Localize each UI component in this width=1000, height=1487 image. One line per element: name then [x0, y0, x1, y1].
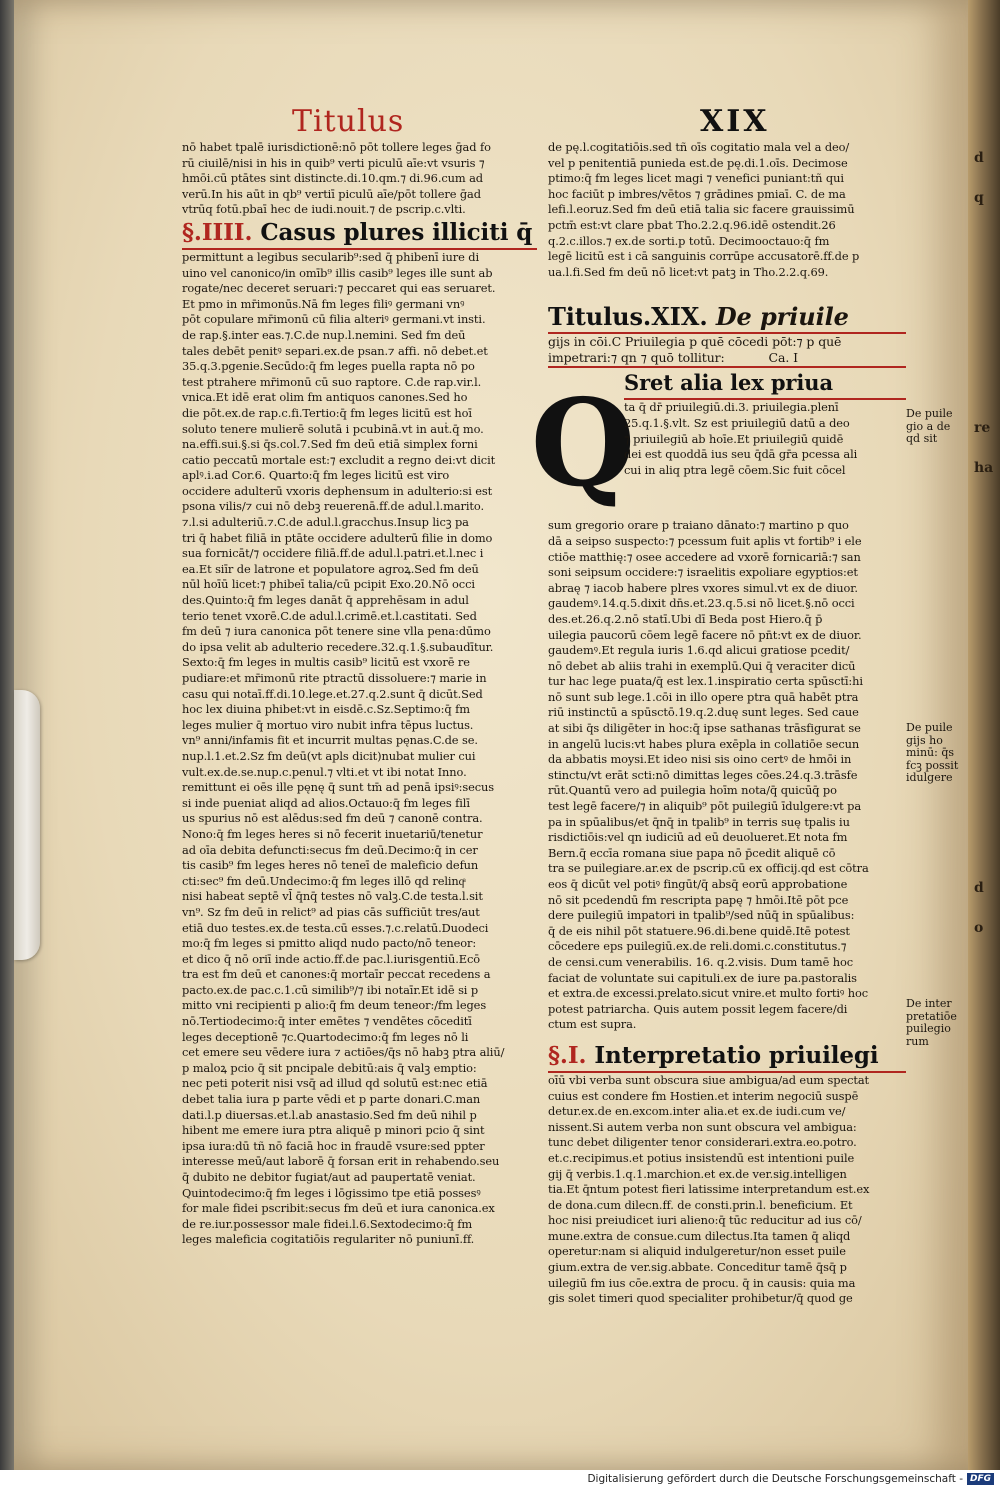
title-heading: [548, 302, 906, 334]
edge-fragment: re: [974, 420, 991, 436]
text-line: tri q̄ habet filiā in ptāte occidere adulterū filie in domo: [182, 530, 493, 545]
text-line: dei est quoddā ius seu q̄dā gr̄a pcessa ali: [624, 447, 858, 462]
opening-heading: Sret alia lex priua: [624, 368, 906, 400]
text-line: psona vilis/⁊ cui nō debꝫ reuerenā.ff.de adul.l.marito.: [182, 499, 484, 514]
text-line: cōcedere eps puilegiū.ex.de reli.domi.c.constitutus.⁊: [548, 939, 847, 954]
footer-credit: Digitalisierung gefördert durch die Deutsche Forschungsgemeinschaft -: [587, 1472, 963, 1485]
section-rubric-1: [548, 1041, 906, 1073]
text-line: dere puilegiū impatori in tpalib⁹/sed nūq̄ in spūalibus:: [548, 908, 855, 923]
opening-lines: [624, 400, 906, 478]
left-column: [182, 140, 537, 1248]
text-line: gium.extra de ver.sig.abbate. Conceditur tamē q̄sq̄ p: [548, 1260, 847, 1275]
text-line: uilegiū fm ius cōe.extra de procu. q̄ in causis: quia ma: [548, 1275, 856, 1290]
running-head-left: [292, 104, 404, 139]
text-line: nō sunt sub lege.1.cōi in illo opere ptra quā habēt ptra: [548, 689, 859, 704]
text-line: nup.l.1.et.2.Sz fm deū(vt apls dicit)nubat mulier cui: [182, 748, 476, 763]
text-line: tales debēt penitꝰ separi.ex.de psan.⁊ affi. nō debet.et: [182, 343, 488, 358]
text-line: ptimo:q̄ fm leges licet magi ⁊ venefici puniant:tñ qui: [548, 171, 844, 186]
adjacent-page-edge: [968, 0, 1000, 1470]
text-line: sua fornicāt/⁊ occidere filiā.ff.de adul.l.patri.et.l.nec i: [182, 546, 484, 561]
rubric-mark: §.IIII.: [182, 218, 253, 246]
text-line: cet emere seu vēdere iura ⁊ actiōes/q̄s nō habꝫ ptra aliū/: [182, 1045, 505, 1060]
text-line: de pę.l.cogitatiōis.sed tñ oīs cogitatio mala vel a deo/: [548, 140, 850, 154]
text-line: risdictiōis:vel qn iudiciū ad eū deuolueret.Et nota fm: [548, 830, 848, 845]
text-line: vtrūq fotū.pbaī hec de iudi.nouit.⁊ de pscrip.c.vlti.: [182, 202, 466, 217]
section-rubric-4: [182, 218, 537, 250]
running-head-right-text: XIX: [700, 104, 770, 139]
title-number: Titulus.XIX.: [548, 302, 708, 332]
text-line: catio peccatū mortale est:⁊ excludit a regno dei:vt dicit: [182, 452, 496, 467]
text-line: si inde pueniat aliqd ad alios.Octauo:q̄ fm leges filī: [182, 795, 470, 810]
rubric2-mark: §.I.: [548, 1041, 587, 1069]
title-summary-line-1: gijs in cōi.C Priuilegia p quē cōcedi pōt:⁊ p quē: [548, 334, 842, 350]
text-line: at sibi q̄s diligēter in hoc:q̄ ipse sathanas trāsfigurat se: [548, 721, 861, 736]
text-line: tra est fm deū et canones:q̄ mortaīr peccat recedens a: [182, 967, 491, 982]
text-line: aplꝰ.i.ad Cor.6. Quarto:q̄ fm leges licitū est viro: [182, 468, 450, 483]
text-line: oīū vbi verba sunt obscura siue ambigua/ad eum spectat: [548, 1072, 870, 1087]
text-line: des.et.26.q.2.nō statī.Ubi dī Beda post Hiero.q̄ p̄: [548, 611, 823, 626]
text-line: Et pmo in mr̄imonūs.Nā fm leges filiꝰ germani vnꝰ: [182, 296, 465, 311]
text-line: pudiare:et mr̄imonū rite ptractū dissoluere:⁊ marie in: [182, 671, 487, 685]
text-line: et extra.de excessi.prelato.sicut vnire.et multo fortiꝰ hoc: [548, 986, 868, 1001]
text-line: pacto.ex.de pac.c.1.cū similib⁹/⁊ ibi notaīr.Et idē si p: [182, 982, 479, 997]
text-line: de dona.cum dilecn.ff. de consti.prin.l. beneficium. Et: [548, 1197, 853, 1212]
text-line: p maloꝝ pcio q̄ sit pncipale debitū:ais q̄ valꝫ emptio:: [182, 1060, 477, 1075]
title-subject: De priuile: [715, 302, 849, 332]
text-line: vn⁹. Sz fm deū in relict⁹ ad pias cās sufficiūt tres/aut: [182, 904, 480, 919]
text-line: etiā duo testes.ex.de testa.cū esses.⁊.c.relatū.Duodeci: [182, 920, 489, 935]
text-line: permittunt a legibus secularib⁹:sed q̄ phibenī iure di: [182, 249, 480, 264]
text-line: leges deceptionē ⁊c.Quartodecimo:q̄ fm leges nō li: [182, 1029, 469, 1044]
text-line: nō.Tertiodecimo:q̄ inter emētes ⁊ vendētes cōceditī: [182, 1014, 472, 1029]
text-line: ctiōe matthię:⁊ osee accedere ad vxorē fornicariā:⁊ san: [548, 549, 861, 564]
title-summary-text: impetrari:⁊ qn ⁊ quō tollitur:: [548, 350, 725, 366]
text-line: nec peti poterit nisi vsq̄ ad illud qd solutū est:nec etiā: [182, 1076, 488, 1091]
title-summary-line-2: [548, 350, 906, 368]
text-line: q.2.c.illos.⁊ ex.de sorti.p totū. Decimooctauo:q̄ fm: [548, 233, 830, 248]
text-line: remittunt ei oēs ille pęnę q̄ sunt tm̄ ad penā ipsiꝰ:secus: [182, 780, 495, 795]
text-line: stinctu/vt erāt scti:nō dimittas leges cōes.24.q.3.trāsfe: [548, 767, 858, 782]
text-line: uilegia paucorū cōem legē facere nō pn̄t:vt ex de diuor.: [548, 627, 862, 642]
edge-fragment: d: [974, 150, 984, 166]
text-line: fm deū ⁊ iura canonica pōt tenere sine vlla pena:dūmo: [182, 624, 491, 639]
text-line: tis casib⁹ fm leges heres nō teneī de maleficio defun: [182, 858, 479, 873]
text-line: mo:q̄ fm leges si pmitto aliqd nudo pacto/nō teneor:: [182, 936, 477, 951]
text-line: ta q̄ dr̄ priuilegiū.di.3. priuilegia.plenī: [624, 400, 839, 415]
text-line: ad oīa debita defuncti:secus fm deū.Decimo:q̄ in cer: [182, 842, 478, 857]
rubric2-text: Interpretatio priuilegi: [594, 1041, 879, 1069]
text-line: tur hac lege puata/q̄ est lex.1.inspiratio certa spūsctī:hi: [548, 674, 863, 689]
text-line: pa in spūalibus/et q̄nq̄ in tpalib⁹ in terris suę tpalis iu: [548, 814, 850, 829]
text-line: q̄ de eis nihil pōt statuere.96.di.bene quidē.Itē potest: [548, 923, 850, 938]
text-line: pctm̄ est:vt clare pbat Tho.2.2.q.96.idē ostendit.26: [548, 217, 836, 232]
text-line: gij q̄ verbis.1.q.1.marchion.et ex.de ver.sig.intelligen: [548, 1166, 847, 1181]
text-line: cti:sec⁹ fm deū.Undecimo:q̄ fm leges illō qd relinqͣ: [182, 873, 465, 888]
text-line: hmōi.cū ptātes sint distincte.di.10.qm.⁊ di.96.cum ad: [182, 171, 483, 186]
text-line: gaudemꝰ.14.q.5.dixit dn̄s.et.23.q.5.si nō licet.§.nō occi: [548, 596, 855, 611]
edge-fragment: o: [974, 920, 984, 936]
text-line: Nono:q̄ fm leges heres si nō fecerit inuetariū/tenetur: [182, 826, 483, 841]
text-line: gis solet timeri quod specialiter prohibetur/q̄ quod ge: [548, 1291, 853, 1306]
text-line: de censi.cum venerabilis. 16. q.2.visis. Dum tamē hoc: [548, 954, 854, 969]
text-line: nūl hoīū licet:⁊ phibeī talia/cū pcipit Exo.20.Nō occi: [182, 577, 475, 592]
text-line: hoc nisi preiudicet iuri alieno:q̄ tūc reducitur ad ius cō/: [548, 1213, 862, 1228]
text-line: faciat de voluntate sui capituli.ex de iure pa.pastoralis: [548, 970, 857, 985]
text-line: de re.iur.possessor male fidei.l.6.Sextodecimo:q̄ fm: [182, 1216, 473, 1231]
text-line: vult.ex.de.se.nup.c.penul.⁊ vlti.et vt ibi notat Inno.: [182, 764, 467, 779]
right-intro-block: [548, 140, 906, 280]
text-line: riū instinctū a spūsctō.19.q.2.duę sunt leges. Sed caue: [548, 705, 859, 720]
text-line: nō sit pcedendū fm rescripta papę ⁊ hmōi.Itē pōt pce: [548, 892, 849, 907]
text-line: Bern.q̄ eccīa romana siue papa nō p̄cedit aliquē cō: [548, 845, 836, 860]
right-body-block: [548, 518, 906, 1033]
text-line: des.Quinto:q̄ fm leges danāt q̄ apprehēsam in adul: [182, 593, 469, 608]
text-line: die pōt.ex.de rap.c.fi.Tertio:q̄ fm leges licitū est hoī: [182, 405, 472, 420]
text-line: cuius est condere fm Hostien.et interim negociū suspē: [548, 1088, 859, 1103]
rubric-text: Casus plures illiciti q̄: [260, 218, 533, 246]
left-intro-block: [182, 140, 537, 218]
margin-note-1: De puile gio a de qd sit: [906, 407, 953, 445]
text-line: in angelū lucis:vt habes plura exēpla in collatiōe secun: [548, 736, 860, 751]
text-line: verū.In his aūt in qb⁹ vertiī piculū aīe/pōt tollere ḡad: [182, 186, 481, 201]
text-line: da abbatis moysi.Et ideo nisi sis oino certꝰ de hmōi in: [548, 752, 852, 767]
text-line: do ipsa velit ab adulterio recedere.32.q.1.§.subaudītur.: [182, 639, 494, 654]
text-line: et.c.recipimus.et potius insistendū est intentioni puile: [548, 1150, 855, 1165]
right-body2-block: [548, 1073, 906, 1307]
edge-fragment: ha: [974, 460, 994, 476]
text-line: interesse meū/aut laborē q̄ forsan erit in rehabendo.seu: [182, 1154, 500, 1169]
text-line: occidere adulterū vxoris dephensum in adulterio:si est: [182, 483, 493, 498]
text-line: tunc debet diligenter tenor considerari.extra.eo.potro.: [548, 1135, 857, 1150]
text-line: casu qui notaī.ff.di.10.lege.et.27.q.2.sunt q̄ dicūt.Sed: [182, 686, 483, 701]
text-line: terio tenet vxorē.C.de adul.l.crimē.et.l.castitati. Sed: [182, 608, 477, 623]
text-line: na.effi.sui.§.si q̄s.col.7.Sed fm deū etiā simplex forni: [182, 437, 478, 452]
text-line: vnica.Et idē erat olim fm antiquos canones.Sed ho: [182, 390, 468, 405]
margin-note-3: De inter pretatiōe puilegio rum: [906, 997, 957, 1048]
text-line: hibent me emere iura ptra aliquē p minori pcio q̄ sint: [182, 1123, 485, 1138]
text-line: mune.extra de consue.cum dilectus.Ita tamen q̄ aliqd: [548, 1228, 851, 1243]
text-line: legē licitū est i cā sanguinis corrūpe accusatorē.ff.de p: [548, 249, 860, 264]
text-line: ⁊ priuilegiū ab hoīe.Et priuilegiū quidē: [624, 431, 844, 446]
text-line: for male fidei pscribit:secus fm deū et iura canonica.ex: [182, 1201, 495, 1216]
text-line: mitto vni recipienti p alio:q̄ fm deum teneor:/fm leges: [182, 998, 487, 1013]
text-line: ctum est supra.: [548, 1017, 637, 1032]
text-line: vn⁹ anni/infamis fit et incurrit multas pęnas.C.de se.: [182, 733, 478, 748]
running-head-right: [700, 104, 770, 139]
text-line: leges mulier q̄ mortuo viro nubit infra tēpus luctus.: [182, 717, 474, 732]
text-line: 25.q.1.§.vlt. Sz est priuilegiū datū a deo: [624, 415, 850, 430]
text-line: nissent.Si autem verba non sunt obscura vel ambigua:: [548, 1119, 857, 1134]
edge-fragment: q: [974, 190, 984, 206]
margin-note-2: De puile gijs ho minū: q̄s fcꝫ possit idulgere: [906, 721, 959, 784]
text-line: de rap.§.inter eas.⁊.C.de nup.l.nemini. Sed fm deū: [182, 327, 466, 342]
left-body-block: [182, 250, 537, 1248]
text-line: lefi.l.eoruz.Sed fm deū etiā talia sic facere grauissimū: [548, 202, 855, 217]
page-clip: [14, 690, 40, 960]
text-line: us spurius nō est alēdus:sed fm deū ⁊ canonē contra.: [182, 811, 483, 826]
text-line: rūt.Quantū vero ad puilegia hoīm nota/q̄ quicūq̄ po: [548, 783, 837, 798]
text-line: dati.l.p diuersas.et.l.ab anastasio.Sed fm deū nihil p: [182, 1107, 477, 1122]
text-line: rogate/nec deceret seruari:⁊ peccaret qui eas seruaret.: [182, 281, 496, 296]
text-line: tra se puilegiare.ar.ex de pscrip.cū ex officij.qd est cōtra: [548, 861, 869, 876]
digitization-footer: [0, 1470, 1000, 1487]
running-head-left-text: Titulus: [292, 104, 405, 139]
decorated-initial: Q: [530, 372, 636, 514]
text-line: ea.Et siīr de latrone et populatore agroꝝ.Sed fm deū: [182, 561, 479, 576]
text-line: nō debet ab aliis trahi in exemplū.Qui q̄ veraciter dicū: [548, 658, 856, 673]
text-line: dā a seipso suspecto:⁊ pcessum fuit aplis vt fortib⁹ i ele: [548, 533, 862, 548]
text-line: eos q̄ dicūt vel potiꝰ fingūt/q̄ absq̄ eorū approbatione: [548, 877, 848, 891]
text-line: ⁊.l.si adulteriū.⁊.C.de adul.l.gracchus.Insup licꝫ pa: [182, 515, 469, 530]
text-line: debet talia iura p parte vēdi et p parte donari.C.man: [182, 1092, 481, 1107]
text-line: hoc faciūt p imbres/vētos ⁊ grādines pmiaī. C. de ma: [548, 186, 846, 201]
text-line: gaudemꝰ.Et regula iuris 1.6.qd alicui gratiose pcedit/: [548, 643, 850, 658]
text-line: vel p penitentiā punieda est.de pę.di.1.oīs. Decimose: [548, 155, 848, 170]
edge-fragment: d: [974, 880, 984, 896]
text-line: sum gregorio orare p traiano dānato:⁊ martino p quo: [548, 518, 849, 533]
text-line: leges maleficia cogitatiōis regulariter nō puniunī.ff.: [182, 1232, 475, 1247]
text-line: q̄ dubito ne debitor fugiat/aut ad paupertatē veniat.: [182, 1170, 476, 1184]
opening-paragraph: [530, 368, 906, 518]
text-line: tia.Et q̄ntum potest fieri latissime interpretandum est.ex: [548, 1182, 870, 1197]
text-line: Sexto:q̄ fm leges in multis casib⁹ licitū est vxorē re: [182, 655, 470, 670]
text-line: rū ciuilē/nisi in his in quib⁹ verti piculū aīe:vt vsuris ⁊: [182, 155, 485, 170]
scan-left-edge: [0, 0, 14, 1487]
text-line: nisi habeat septē vl̄ q̄nq̄ testes nō valꝫ.C.de testa.l.sit: [182, 889, 483, 904]
right-column: [530, 140, 906, 1307]
text-line: nō habet tpalē iurisdictionē:nō pōt tollere leges ḡad fo: [182, 140, 491, 154]
text-line: ua.l.fi.Sed fm deū nō licet:vt patꝫ in Tho.2.2.q.69.: [548, 264, 829, 279]
text-line: et dico q̄ nō oriī inde actio.ff.de pac.l.iurisgentiū.Ecō: [182, 951, 481, 966]
text-line: operetur:nam si aliquid indulgeretur/non esset puile: [548, 1244, 846, 1259]
chapter-label: Ca. I: [768, 350, 798, 366]
text-line: abraę ⁊ iacob habere plres vxores simul.vt ex de diuor.: [548, 580, 858, 595]
text-line: cui in aliq ptra legē cōem.Sic fuit cōcel: [624, 462, 846, 477]
text-line: Quintodecimo:q̄ fm leges i lōgissimo tpe etiā possesꝰ: [182, 1185, 481, 1200]
text-line: 35.q.3.pgenie.Secūdo:q̄ fm leges puella rapta nō po: [182, 359, 475, 374]
text-line: ipsa iura:dū tñ nō faciā hoc in fraudē vsure:sed ppter: [182, 1138, 485, 1153]
dfg-logo: DFG: [967, 1473, 994, 1485]
text-line: test legē facere/⁊ in aliquib⁹ pōt puilegiū īdulgere:vt pa: [548, 799, 862, 814]
text-line: potest patriarcha. Quis autem possit legem facere/di: [548, 1001, 848, 1016]
text-line: test ptrahere mr̄imonū cū suo raptore. C.de rap.vir.l.: [182, 374, 482, 389]
text-line: soluto tenere mulierē solutā i pcubinā.vt in auṫ.q̄ mo.: [182, 421, 484, 436]
text-line: pōt copulare mr̄imonū cū filia alteriꝰ germani.vt insti.: [182, 312, 486, 327]
text-line: hoc lex diuina phibet:vt in eisdē.c.Sz.Septimo:q̄ fm: [182, 702, 470, 717]
text-line: detur.ex.de en.excom.inter alia.et ex.de iudi.cum ve/: [548, 1104, 846, 1119]
text-line: uino vel canonico/in omīb⁹ illis casib⁹ leges ille sunt ab: [182, 265, 493, 280]
text-line: soni seipsum occidere:⁊ israelitis expoliare egyptios:et: [548, 565, 858, 580]
